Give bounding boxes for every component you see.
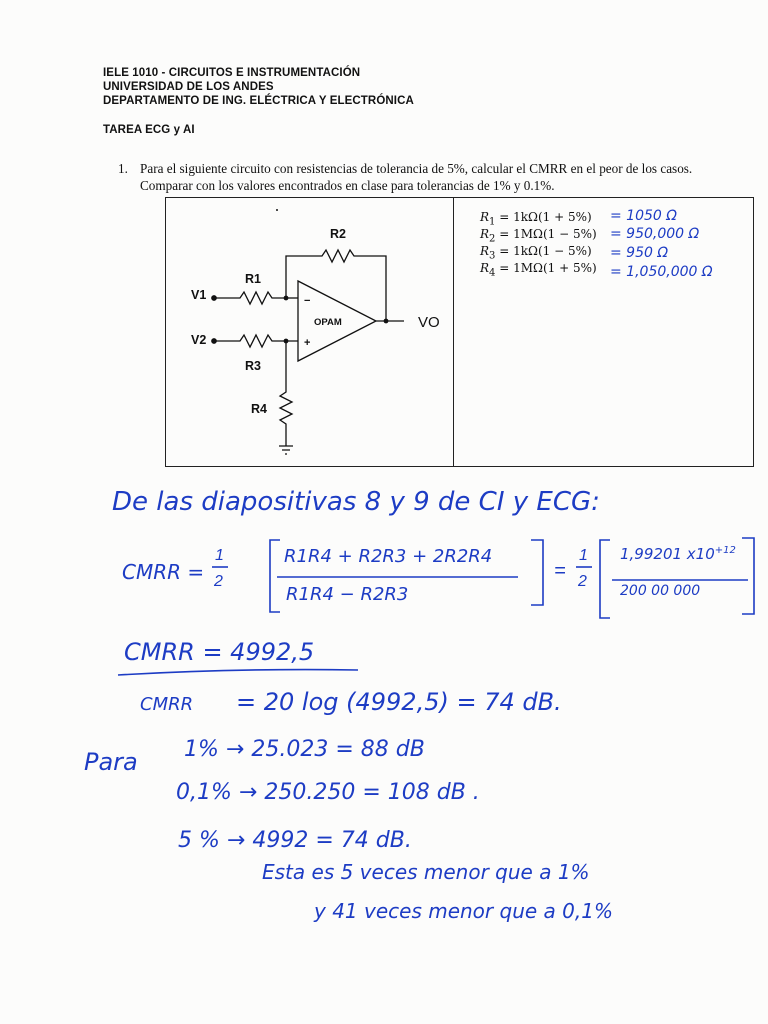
eq-sym: R	[480, 227, 490, 241]
row-01pct	[176, 780, 480, 805]
para-label: Para	[84, 748, 138, 776]
row-db: = 108 dB .	[362, 780, 480, 805]
annot-r2: = 950,000 Ω	[610, 226, 700, 242]
eq-text: = 1MΩ(1 + 5%)	[495, 261, 597, 275]
row-tol: 5 %	[178, 828, 220, 853]
eq-text: = 1kΩ(1 + 5%)	[495, 210, 592, 224]
eq-sym: R	[480, 244, 490, 258]
problem-number: 1.	[118, 161, 128, 176]
eq-sub: 3	[489, 250, 496, 262]
v1-label: V1	[191, 288, 207, 302]
annot-r1: = 1050 Ω	[610, 208, 677, 224]
row-5pct	[178, 828, 412, 853]
row-value: 25.023	[251, 737, 329, 762]
numerator-value	[620, 545, 736, 563]
conclusion-line-2: y 41 veces menor que a 0,1%	[314, 899, 613, 923]
department-name: DEPARTAMENTO DE ING. ELÉCTRICA Y ELECTRÓNICA	[103, 95, 414, 107]
opamp-plus: +	[304, 337, 311, 349]
equals-sign: =	[554, 560, 566, 582]
annot-r4: = 1,050,000 Ω	[610, 264, 713, 280]
half-den-1: 2	[214, 573, 223, 590]
cmrr-db-label: CMRR	[140, 694, 194, 715]
r3-label: R3	[245, 359, 261, 373]
eq-sub: 4	[489, 267, 496, 279]
fraction-numerator: R1R4 + R2R3 + 2R2R4	[284, 546, 493, 567]
r1-label: R1	[245, 272, 261, 286]
num-mantissa: 1,99201 x10	[620, 545, 715, 563]
half-num-2: 1	[579, 547, 588, 564]
assignment-title: TAREA ECG y AI	[103, 124, 195, 136]
half-num-1: 1	[215, 547, 224, 564]
opamp-label: OPAM	[314, 317, 342, 328]
eq-text: = 1MΩ(1 − 5%)	[495, 227, 597, 241]
r2-label: R2	[330, 227, 346, 241]
annot-r3: = 950 Ω	[610, 245, 669, 261]
row-value: 250.250	[264, 780, 356, 805]
eq-sym: R	[480, 261, 490, 275]
r4-label: R4	[251, 402, 267, 416]
half-den-2: 2	[578, 573, 587, 590]
v2-label: V2	[191, 333, 207, 347]
arrow-icon: →	[226, 828, 246, 853]
equation-r3	[480, 244, 592, 261]
eq-sub: 2	[489, 233, 496, 245]
row-db: = 88 dB	[335, 737, 425, 762]
cmrr-db-expression: = 20 log (4992,5) = 74 dB.	[236, 688, 562, 716]
row-tol: 1%	[184, 737, 219, 762]
opamp-minus: −	[304, 295, 311, 307]
problem-text: Para el siguiente circuito con resistencias de tolerancia de 5%, calcular el CMRR en el peor de los casos. Comparar con los valores encontrados en clase para tolerancias de 1% y 0.1%.	[140, 161, 693, 193]
vo-label: VO	[418, 314, 440, 331]
denominator-value: 200 00 000	[620, 583, 701, 599]
equation-r4	[480, 261, 597, 278]
arrow-icon: →	[238, 780, 258, 805]
row-tol: 0,1%	[176, 780, 232, 805]
row-value: 4992	[252, 828, 309, 853]
cmrr-result: CMRR = 4992,5	[124, 638, 315, 666]
num-exponent: +12	[714, 545, 736, 556]
course-title: IELE 1010 - CIRCUITOS E INSTRUMENTACIÓN	[103, 67, 361, 79]
eq-sym: R	[480, 210, 490, 224]
university-name: UNIVERSIDAD DE LOS ANDES	[103, 81, 274, 93]
cmrr-formula-label: CMRR =	[122, 560, 205, 584]
eq-text: = 1kΩ(1 − 5%)	[495, 244, 592, 258]
eq-sub: 1	[489, 216, 496, 228]
equation-r2	[480, 227, 597, 244]
row-1pct	[184, 737, 425, 762]
source-note: De las diapositivas 8 y 9 de CI y ECG:	[112, 487, 600, 517]
frame-divider	[453, 198, 454, 466]
equation-r1	[480, 210, 592, 227]
arrow-icon: →	[225, 737, 245, 762]
fraction-denominator: R1R4 − R2R3	[286, 584, 409, 605]
row-db: = 74 dB.	[315, 828, 412, 853]
conclusion-line-1: Esta es 5 veces menor que a 1%	[262, 860, 590, 884]
